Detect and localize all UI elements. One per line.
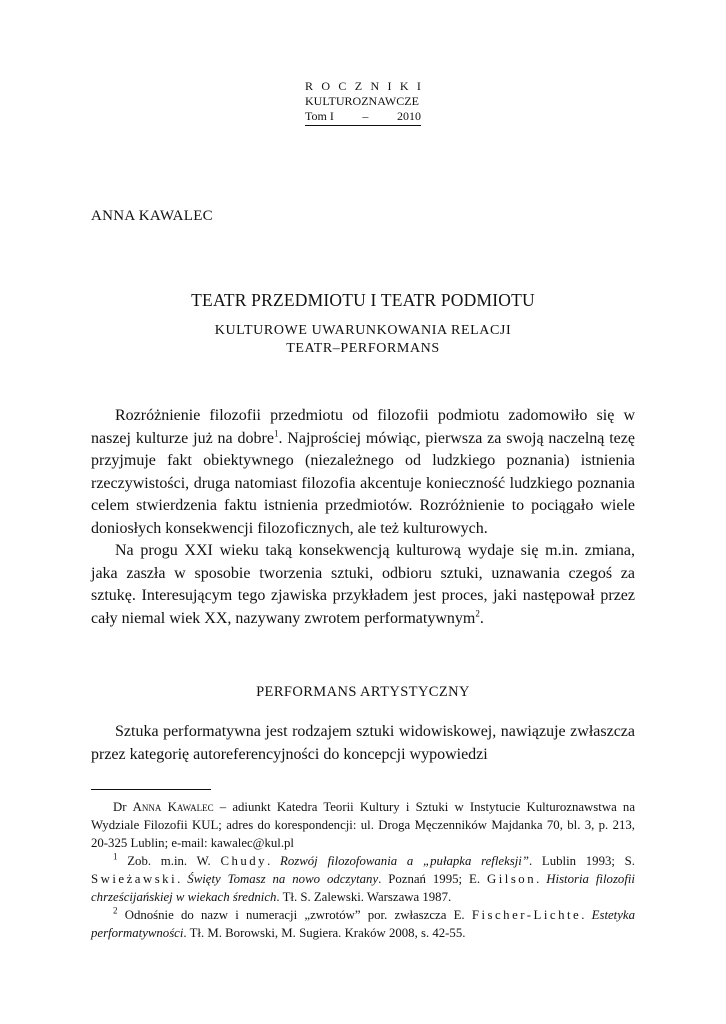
footnote-1: $^1$ Zob. m.in. W. Chudy. Rozwój filozofowania a „pułapka refleksji”. Lublin 1993; S. Swieżawski. Święty Tomasz na nowo odczytany. Poznań 1995; E. Gilson. Historia filozofii chrześcijańskiej w wiekach średnich. Tł. S. Zalewski. Warszawa 1987. — [91, 851, 635, 904]
article-author: ANNA KAWALEC — [91, 208, 213, 224]
article-title: TEATR PRZEDMIOTU I TEATR PODMIOTU — [191, 290, 535, 310]
journal-dash: – — [362, 109, 369, 123]
intro-section — [91, 405, 635, 630]
journal-name-line2: KULTUROZNAWCZE — [305, 94, 419, 108]
paragraph-1: Rozróżnienie filozofii przedmiotu od filozofii podmiotu zadomowiło się w naszej kulturze już na dobre$^1$. Najprościej mówiąc, pierwsza za swoją naczelną tezę przyjmuje fakt obiektywnego (niezależnego od ludzkiego poznania) istnienia rzeczywistości, druga natomiast filozofia akcentuje konieczność ludzkiego poznania celem stwierdzenia faktu istnienia przedmiotów. Rozróżnienie to pociągało wiele doniosłych konsekwencji filozoficznych, ale też kulturowych. — [91, 407, 635, 537]
footnote-2: $^2$ Odnośnie do nazw i numeracji „zwrotów” por. zwłaszcza E. Fischer-Lichte. Estetyka performatywności. Tł. M. Borowski, M. Sugiera. Kraków 2008, s. 42-55. — [91, 905, 635, 940]
footnote-divider — [91, 789, 211, 790]
journal-volume-line — [305, 109, 421, 126]
journal-name-line1: R O C Z N I K I — [305, 79, 421, 93]
paragraph-3: Sztuka performatywna jest rodzajem sztuki widowiskowej, nawiązuje zwłaszcza przez kategorię autoreferencyjności do koncepcji wypowiedzi — [91, 723, 635, 763]
journal-year: 2010 — [396, 109, 421, 123]
article-subtitle: KULTUROWE UWARUNKOWANIA RELACJI TEATR–PERFORMANS — [214, 323, 512, 356]
section-heading: PERFORMANS ARTYSTYCZNY — [256, 684, 470, 700]
footnotes — [91, 798, 635, 942]
footnote-ref-2[interactable]: 2 — [475, 608, 480, 619]
journal-header — [305, 79, 421, 126]
performans-section — [91, 721, 635, 766]
journal-volume: Tom I — [305, 109, 334, 123]
paragraph-2: Na progu XXI wieku taką konsekwencją kulturową wydaje się m.in. zmiana, jaka zaszła w sposobie tworzenia sztuki, odbioru sztuki, uznawania czegoś za sztukę. Interesującym tego zjawiska przykładem jest proces, jaki następował przez cały niemal wiek XX, nazywany zwrotem performatywnym$^2$. — [91, 542, 635, 627]
footnote-ref-1[interactable]: 1 — [273, 428, 279, 439]
footnote-author: Dr Anna Kawalec – adiunkt Katedra Teorii Kultury i Sztuki w Instytucie Kulturoznawstwa na Wydziale Filozofii KUL; adres do korespondencji: ul. Droga Męczenników Majdanka 70, bl. 3, p. 213, 20-325 Lublin; e-mail: kawalec@kul.pl — [91, 800, 635, 850]
